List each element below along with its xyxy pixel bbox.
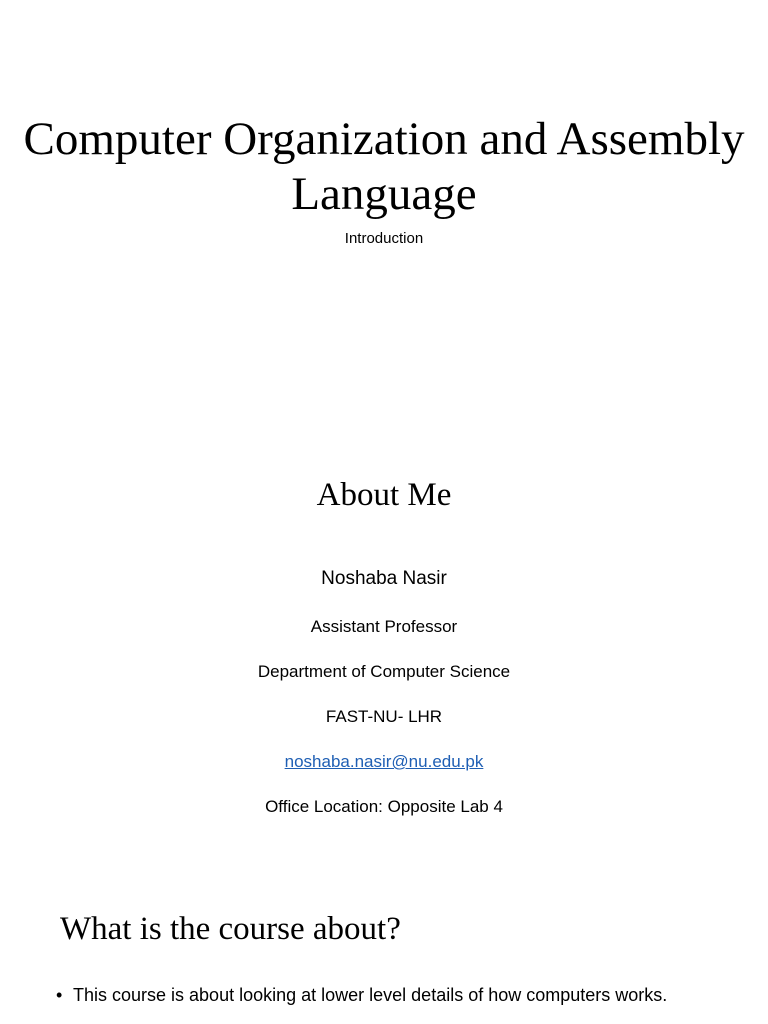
presentation-subtitle: Introduction — [344, 230, 424, 247]
about-heading: About Me — [316, 477, 452, 513]
email-line — [0, 752, 768, 772]
bullet-icon: • — [56, 985, 63, 1005]
course-heading: What is the course about? — [60, 911, 401, 947]
list-item — [56, 983, 706, 1007]
presentation-title: Computer Organization and Assembly Language — [23, 113, 745, 220]
bullet-list — [56, 983, 706, 1007]
slide-title — [0, 0, 768, 300]
slide-about-me — [0, 455, 768, 875]
bullet-text: This course is about looking at lower level details of how computers works. — [73, 985, 668, 1005]
email-link[interactable]: noshaba.nasir@nu.edu.pk — [284, 752, 484, 771]
instructor-role: Assistant Professor — [310, 617, 458, 636]
slide-course-about — [0, 895, 768, 1024]
instructor-department: Department of Computer Science — [257, 662, 511, 681]
instructor-institution: FAST-NU- LHR — [325, 707, 443, 726]
office-location: Office Location: Opposite Lab 4 — [265, 797, 503, 816]
instructor-name: Noshaba Nasir — [321, 568, 447, 589]
